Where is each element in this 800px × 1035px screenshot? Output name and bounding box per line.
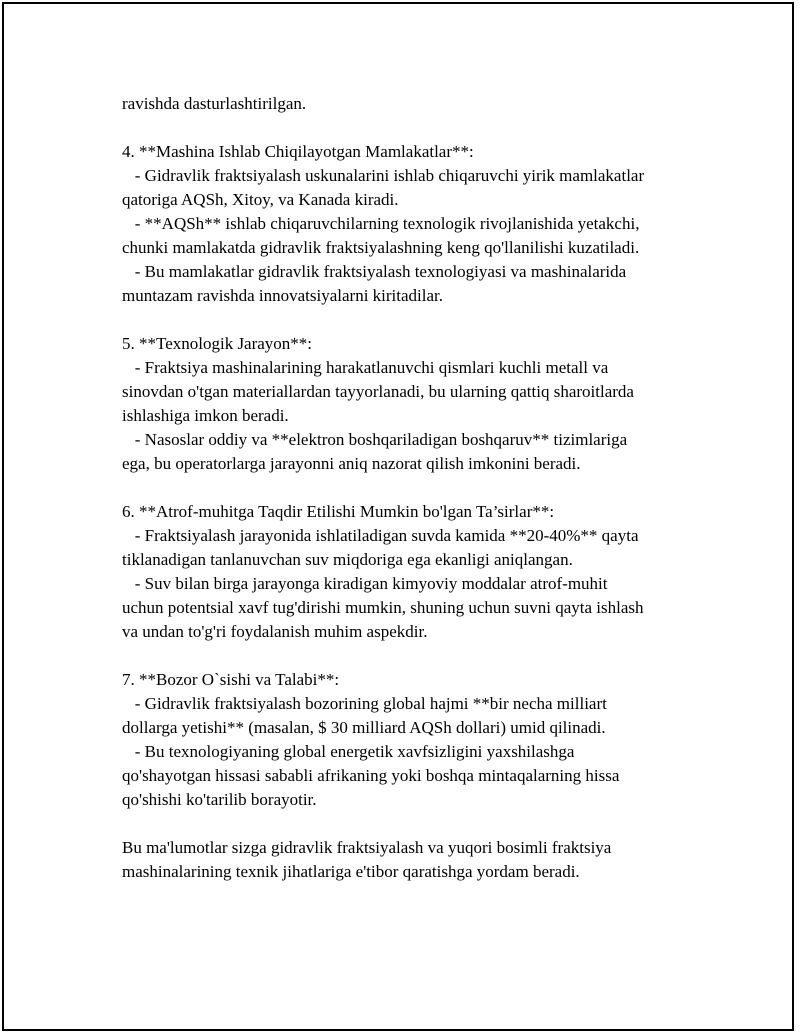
section-4-line: muntazam ravishda innovatsiyalarni kiritadilar. bbox=[122, 286, 444, 305]
page-frame bbox=[2, 2, 794, 1031]
section-6-line: - Fraktsiyalash jarayonida ishlatiladigan suvda kamida **20-40%** qayta bbox=[122, 526, 639, 545]
section-4-line: - Bu mamlakatlar gidravlik fraktsiyalash texnologiyasi va mashinalarida bbox=[122, 262, 627, 281]
paragraph-gap bbox=[122, 116, 742, 140]
section-6-heading: 6. **Atrof-muhitga Taqdir Etilishi Mumkin bo'lgan Ta’sirlar**: bbox=[122, 502, 555, 521]
section-7-heading: 7. **Bozor O`sishi va Talabi**: bbox=[122, 670, 340, 689]
section-7-line: qo'shayotgan hissasi sababli afrikaning yoki boshqa mintaqalarning hissa bbox=[122, 766, 620, 785]
section-6-line: va undan to'g'ri foydalanish muhim aspekdir. bbox=[122, 622, 428, 641]
conclusion-line: Bu ma'lumotlar sizga gidravlik fraktsiyalash va yuqori bosimli fraktsiya bbox=[122, 838, 612, 857]
section-5-heading: 5. **Texnologik Jarayon**: bbox=[122, 334, 313, 353]
section-6-line: - Suv bilan birga jarayonga kiradigan kimyoviy moddalar atrof-muhit bbox=[122, 574, 608, 593]
intro-tail-line: ravishda dasturlashtirilgan. bbox=[122, 94, 307, 113]
document-body bbox=[122, 92, 742, 884]
section-4-line: chunki mamlakatda gidravlik fraktsiyalashning keng qo'llanilishi kuzatiladi. bbox=[122, 238, 640, 257]
section-5-line: ega, bu operatorlarga jarayonni aniq nazorat qilish imkonini beradi. bbox=[122, 454, 581, 473]
section-5-line: ishlashiga imkon beradi. bbox=[122, 406, 289, 425]
section-6-line: tiklanadigan tanlanuvchan suv miqdoriga ega ekanligi aniqlangan. bbox=[122, 550, 573, 569]
paragraph-gap bbox=[122, 812, 742, 836]
section-5-line: - Fraktsiya mashinalarining harakatlanuvchi qismlari kuchli metall va bbox=[122, 358, 609, 377]
section-6-line: uchun potentsial xavf tug'dirishi mumkin, shuning uchun suvni qayta ishlash bbox=[122, 598, 644, 617]
section-5-line: - Nasoslar oddiy va **elektron boshqariladigan boshqaruv** tizimlariga bbox=[122, 430, 628, 449]
paragraph-gap bbox=[122, 644, 742, 668]
paragraph-gap bbox=[122, 476, 742, 500]
section-7-line: qo'shishi ko'tarilib borayotir. bbox=[122, 790, 317, 809]
section-7-line: - Bu texnologiyaning global energetik xavfsizligini yaxshilashga bbox=[122, 742, 575, 761]
section-4-line: - **AQSh** ishlab chiqaruvchilarning texnologik rivojlanishida yetakchi, bbox=[122, 214, 640, 233]
section-4-line: - Gidravlik fraktsiyalash uskunalarini ishlab chiqaruvchi yirik mamlakatlar bbox=[122, 166, 645, 185]
paragraph-gap bbox=[122, 308, 742, 332]
section-7-line: - Gidravlik fraktsiyalash bozorining global hajmi **bir necha milliart bbox=[122, 694, 607, 713]
section-5-line: sinovdan o'tgan materiallardan tayyorlanadi, bu ularning qattiq sharoitlarda bbox=[122, 382, 634, 401]
section-4-line: qatoriga AQSh, Xitoy, va Kanada kiradi. bbox=[122, 190, 399, 209]
section-7-line: dollarga yetishi** (masalan, $ 30 milliard AQSh dollari) umid qilinadi. bbox=[122, 718, 606, 737]
section-4-heading: 4. **Mashina Ishlab Chiqilayotgan Mamlakatlar**: bbox=[122, 142, 474, 161]
conclusion-line: mashinalarining texnik jihatlariga e'tibor qaratishga yordam beradi. bbox=[122, 862, 580, 881]
